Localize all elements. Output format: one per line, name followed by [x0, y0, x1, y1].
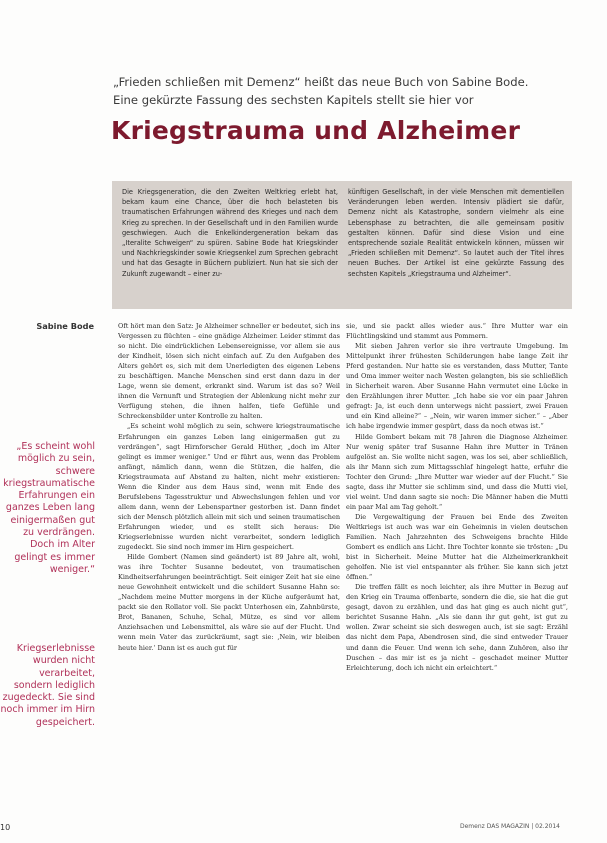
- body-paragraph: Die Vergewaltigung der Frauen bei Ende des Zweiten Weltkriegs ist auch was war ein Geheimnis in vielen deutschen Familien. Nach Jahrzehnten des Schweigens brachte Hilde Gombert es endlich ans Licht. Ihre Tochter konnte sie trösten: „Du bist in Sicherheit. Meine Mutter hat die Alzheimerkrankheit geholfen. Nie ist viel entspannter als früher. Sie kann sich jetzt öffnen.“: [346, 512, 568, 582]
- teaser-column-1: Die Kriegsgeneration, die den Zweiten Weltkrieg erlebt hat, bekam kaum eine Chance, über die hoch belasteten bis traumatischen Erfahrungen während des Krieges und nach dem Krieg zu sprechen. In der Gesellschaft und in den Familien wurde geschwiegen. Auch die Enkelkindergeneration bekam das „Iteralite Schweigen“ zu spüren. Sabine Bode hat Kriegskinder und Nachkriegskinder sowie Kriegsenkel zum Sprechen gebracht und hat das Gesagte in Büchern publiziert. Nun hat sie sich der Zukunft zugewandt – einer zu-: [122, 188, 338, 278]
- teaser-column-2: künftigen Gesellschaft, in der viele Menschen mit dementiellen Veränderungen leben werden. Intensiv plädiert sie dafür, Demenz nicht als Katastrophe, sondern vielmehr als eine Lebensphase zu betrachten, die alle gemeinsam positiv gestalten können. Dafür sind diese Vision und eine entsprechende soziale Realität entwickeln können, müssen wir „Frieden schließen mit Demenz“. So lautet auch der Titel ihres neuen Buches. Der Artikel ist eine gekürzte Fassung des sechsten Kapitels „Kriegstrauma und Alzheimer“.: [348, 188, 564, 278]
- body-paragraph: Oft hört man den Satz: Je Alzheimer schneller er bedeutet, sich ins Vergessen zu flüchten – eine gnädige Alzheimer. Leider stimmt das so nicht. Die eindrücklichen Lebensereignisse, vor allem sie aus der Kindheit, lösen sich nicht einfach auf. Zu den Aufgaben des Alters gehört es, sich mit dem Unerledigten des eigenen Lebens zu beschäftigen. Manche Menschen sind erst dann dazu in der Lage, wenn sie dement, erkrankt sind. Warum ist das so? Weil ihnen die Vernunft und Strategien der Ablenkung nicht mehr zur Verfügung stehen, die ihnen halfen, tiefe Gefühle und Schreckensbilder unter Kontrolle zu halten.: [118, 322, 340, 421]
- body-paragraph: Die treffen fällt es noch leichter, als ihre Mutter in Bezug auf den Krieg ein Trauma offenbarte, sondern die die, sie hat die gut gesagt, davon zu erzählen, und das hat ging es auch nicht gut“, berichtet Susanne Hahn. „Als sie dann ihr gut geht, ist gut zu wollen. Zwar scheint sie sich deswegen auch, ist sie sagt: Erzähl das nicht dem Papa, Abendrosen sind, die sind entweder Trauer und dann die Feuer. Und wenn ich sehe, dann Zuhören, also ihr Duschen – das mir ist es ja nicht – geschadet meiner Mutter Erleichterung, doch ich nicht ein erleichtert.“: [346, 583, 568, 672]
- author-name: Sabine Bode: [36, 321, 94, 331]
- body-paragraph: sie, und sie packt alles wieder aus.“ Ihre Mutter war ein Flüchtlingskind und stammt aus Pommern.: [346, 322, 568, 341]
- pull-quote-1: „Es scheint wohl möglich zu sein, schwere kriegstraumatische Erfahrungen ein ganzes Leben lang einigermaßen gut zu verdrängen. Doch im Alter gelingt es immer weniger.“: [3, 441, 95, 575]
- body-paragraph: Hilde Gombert (Namen sind geändert) ist 89 Jahre alt, wohl, was ihre Tochter Susanne bedeutet, von traumatischen Kindheitserfahrungen beeinträchtigt. Seit einiger Zeit hat sie eine neue Gewohnheit entwickelt und die schildert Susanne Hahn so: „Nachdem meine Mutter morgens in der Küche aufgeräumt hat, packt sie den Rollator voll. Sie packt Unterhosen ein, Zahnbürste, Brot, Bananen, Schuhe, Schal, Mütze, es sind vor allem Anziehsachen und Lebensmittel, als wäre sie auf der Flucht. Und wenn mein Vater das zurückräumt, sagt sie: ‚Nein, wir bleiben heute hier.‘ Dann ist es auch gut für: [118, 553, 340, 652]
- body-paragraph: Mit sieben Jahren verlor sie ihre vertraute Umgebung. Im Mittelpunkt ihrer frühesten Schilderungen habe lange Zeit ihr Pferd gestanden. Nur hatte sie es verstanden, dass Mutter, Tante und Oma immer weiter nach Westen gelangten, bis sie schließlich in Sicherheit waren. Aber Susanne Hahn vermutet eine Lücke in den Erzählungen ihrer Mutter. „Ich habe sie vor ein paar Jahren gefragt: Ja, ist euch denn unterwegs nicht passiert, zwei Frauen und ein Kind alleine?“ – „Nein, wir waren immer sicher.“ – „Aber ich habe irgendwie immer gespürt, dass da noch etwas ist.“: [346, 342, 568, 431]
- article-intro: „Frieden schließen mit Demenz“ heißt das neue Buch von Sabine Bode. Eine gekürzte Fassung des sechsten Kapitels stellt sie hier vor: [113, 75, 529, 107]
- article-headline: Kriegstrauma und Alzheimer: [111, 116, 521, 145]
- body-paragraph: „Es scheint wohl möglich zu sein, schwere kriegstraumatische Erfahrungen ein ganzes Leben lang einigermaßen gut zu verdrängen“, sagt Hirnforscher Gerald Hüther, „doch im Alter gelingt es immer weniger.“ Und er führt aus, wenn das Problem anfängt, nämlich dann, wenn die Stützen, die halfen, die Kriegstraumata auf Abstand zu halten, nicht mehr existieren: Wenn die Kinder aus dem Haus sind, wenn mit Ende des Berufslebens Tagesstruktur und Abwechslungen fehlen und vor allem dann, wenn der Lebenspartner gestorben ist. Dann findet sich der Mensch plötzlich allein mit sich und seinen traumatischen Erfahrungen wieder, und es stellt sich heraus: Die Kriegserlebnisse wurden nicht verarbeitet, sondern lediglich zugedeckt. Sie sind noch immer im Hirn gespeichert.: [118, 422, 340, 552]
- teaser-box: [112, 181, 572, 309]
- body-paragraph: Hilde Gombert bekam mit 78 Jahren die Diagnose Alzheimer. Nur wenig später traf Susanne Hahn ihre Mutter in Tränen aufgelöst an. Sie wollte nicht sagen, was los sei, aber schließlich, als ihr Mann sich zum Mittagsschlaf hingelegt hatte, erfuhr die Tochter den Grund: „Ihre Mutter war wieder auf der Flucht.“ Sie sagte, dass ihr Mutter sie schlimm sind, und dass die Mutti viel, viel weint. Und dann sagte sie noch: Die Männer haben die Mutti ein paar Mal am Tag geholt.“: [346, 432, 568, 511]
- pull-quote-2: Kriegserlebnisse wurden nicht verarbeitet, sondern lediglich zugedeckt. Sie sind noch immer im Hirn gespeichert.: [0, 643, 95, 728]
- page-number: 10: [0, 823, 11, 832]
- body-column-right: [346, 321, 568, 826]
- body-column-left: [118, 321, 340, 826]
- footer-publication: Demenz DAS MAGAZIN | 02.2014: [460, 823, 560, 830]
